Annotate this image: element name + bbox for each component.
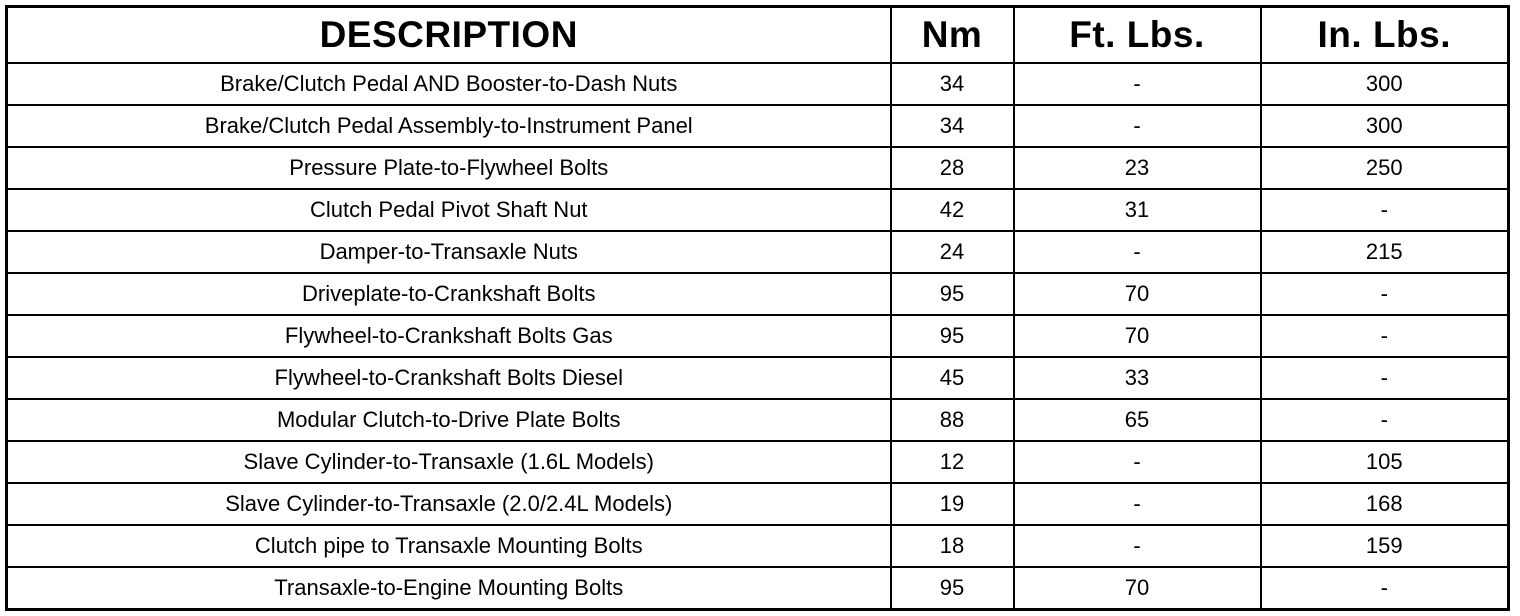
table-row <box>7 189 1509 231</box>
cell-ft-lbs: 33 <box>1014 357 1261 399</box>
cell-nm: 88 <box>891 399 1014 441</box>
cell-ft-lbs: - <box>1014 105 1261 147</box>
cell-ft-lbs: 23 <box>1014 147 1261 189</box>
cell-ft-lbs: - <box>1014 525 1261 567</box>
cell-ft-lbs: 70 <box>1014 315 1261 357</box>
header-description: DESCRIPTION <box>7 7 891 64</box>
cell-nm: 95 <box>891 273 1014 315</box>
table-row <box>7 105 1509 147</box>
cell-in-lbs: 300 <box>1261 63 1509 105</box>
table-body <box>7 63 1509 610</box>
cell-description: Slave Cylinder-to-Transaxle (2.0/2.4L Models) <box>7 483 891 525</box>
cell-nm: 95 <box>891 567 1014 610</box>
cell-description: Pressure Plate-to-Flywheel Bolts <box>7 147 891 189</box>
table-row <box>7 525 1509 567</box>
cell-ft-lbs: - <box>1014 483 1261 525</box>
cell-in-lbs: 250 <box>1261 147 1509 189</box>
table-row <box>7 315 1509 357</box>
cell-nm: 12 <box>891 441 1014 483</box>
cell-in-lbs: 215 <box>1261 231 1509 273</box>
table-row <box>7 231 1509 273</box>
cell-in-lbs: 105 <box>1261 441 1509 483</box>
cell-nm: 28 <box>891 147 1014 189</box>
cell-description: Flywheel-to-Crankshaft Bolts Diesel <box>7 357 891 399</box>
cell-description: Brake/Clutch Pedal Assembly-to-Instrument Panel <box>7 105 891 147</box>
cell-nm: 18 <box>891 525 1014 567</box>
table-row <box>7 441 1509 483</box>
cell-nm: 95 <box>891 315 1014 357</box>
header-nm: Nm <box>891 7 1014 64</box>
cell-in-lbs: 300 <box>1261 105 1509 147</box>
header-ft-lbs: Ft. Lbs. <box>1014 7 1261 64</box>
header-row <box>7 7 1509 64</box>
cell-nm: 34 <box>891 63 1014 105</box>
table-row <box>7 567 1509 610</box>
cell-in-lbs: - <box>1261 189 1509 231</box>
cell-description: Slave Cylinder-to-Transaxle (1.6L Models) <box>7 441 891 483</box>
cell-ft-lbs: - <box>1014 441 1261 483</box>
table-header <box>7 7 1509 64</box>
cell-ft-lbs: 31 <box>1014 189 1261 231</box>
cell-ft-lbs: - <box>1014 231 1261 273</box>
cell-nm: 24 <box>891 231 1014 273</box>
cell-ft-lbs: 70 <box>1014 567 1261 610</box>
cell-ft-lbs: 70 <box>1014 273 1261 315</box>
cell-in-lbs: 168 <box>1261 483 1509 525</box>
cell-description: Clutch pipe to Transaxle Mounting Bolts <box>7 525 891 567</box>
cell-description: Modular Clutch-to-Drive Plate Bolts <box>7 399 891 441</box>
header-in-lbs: In. Lbs. <box>1261 7 1509 64</box>
table-row <box>7 357 1509 399</box>
cell-description: Damper-to-Transaxle Nuts <box>7 231 891 273</box>
cell-in-lbs: - <box>1261 273 1509 315</box>
torque-spec-table <box>5 5 1510 611</box>
cell-description: Brake/Clutch Pedal AND Booster-to-Dash Nuts <box>7 63 891 105</box>
cell-description: Clutch Pedal Pivot Shaft Nut <box>7 189 891 231</box>
table-row <box>7 399 1509 441</box>
cell-ft-lbs: 65 <box>1014 399 1261 441</box>
cell-ft-lbs: - <box>1014 63 1261 105</box>
table-row <box>7 273 1509 315</box>
cell-nm: 45 <box>891 357 1014 399</box>
cell-in-lbs: - <box>1261 315 1509 357</box>
cell-in-lbs: - <box>1261 399 1509 441</box>
table-row <box>7 483 1509 525</box>
table-row <box>7 147 1509 189</box>
cell-nm: 19 <box>891 483 1014 525</box>
cell-in-lbs: - <box>1261 357 1509 399</box>
cell-nm: 34 <box>891 105 1014 147</box>
cell-nm: 42 <box>891 189 1014 231</box>
table-row <box>7 63 1509 105</box>
cell-description: Flywheel-to-Crankshaft Bolts Gas <box>7 315 891 357</box>
cell-in-lbs: 159 <box>1261 525 1509 567</box>
cell-description: Transaxle-to-Engine Mounting Bolts <box>7 567 891 610</box>
cell-in-lbs: - <box>1261 567 1509 610</box>
cell-description: Driveplate-to-Crankshaft Bolts <box>7 273 891 315</box>
